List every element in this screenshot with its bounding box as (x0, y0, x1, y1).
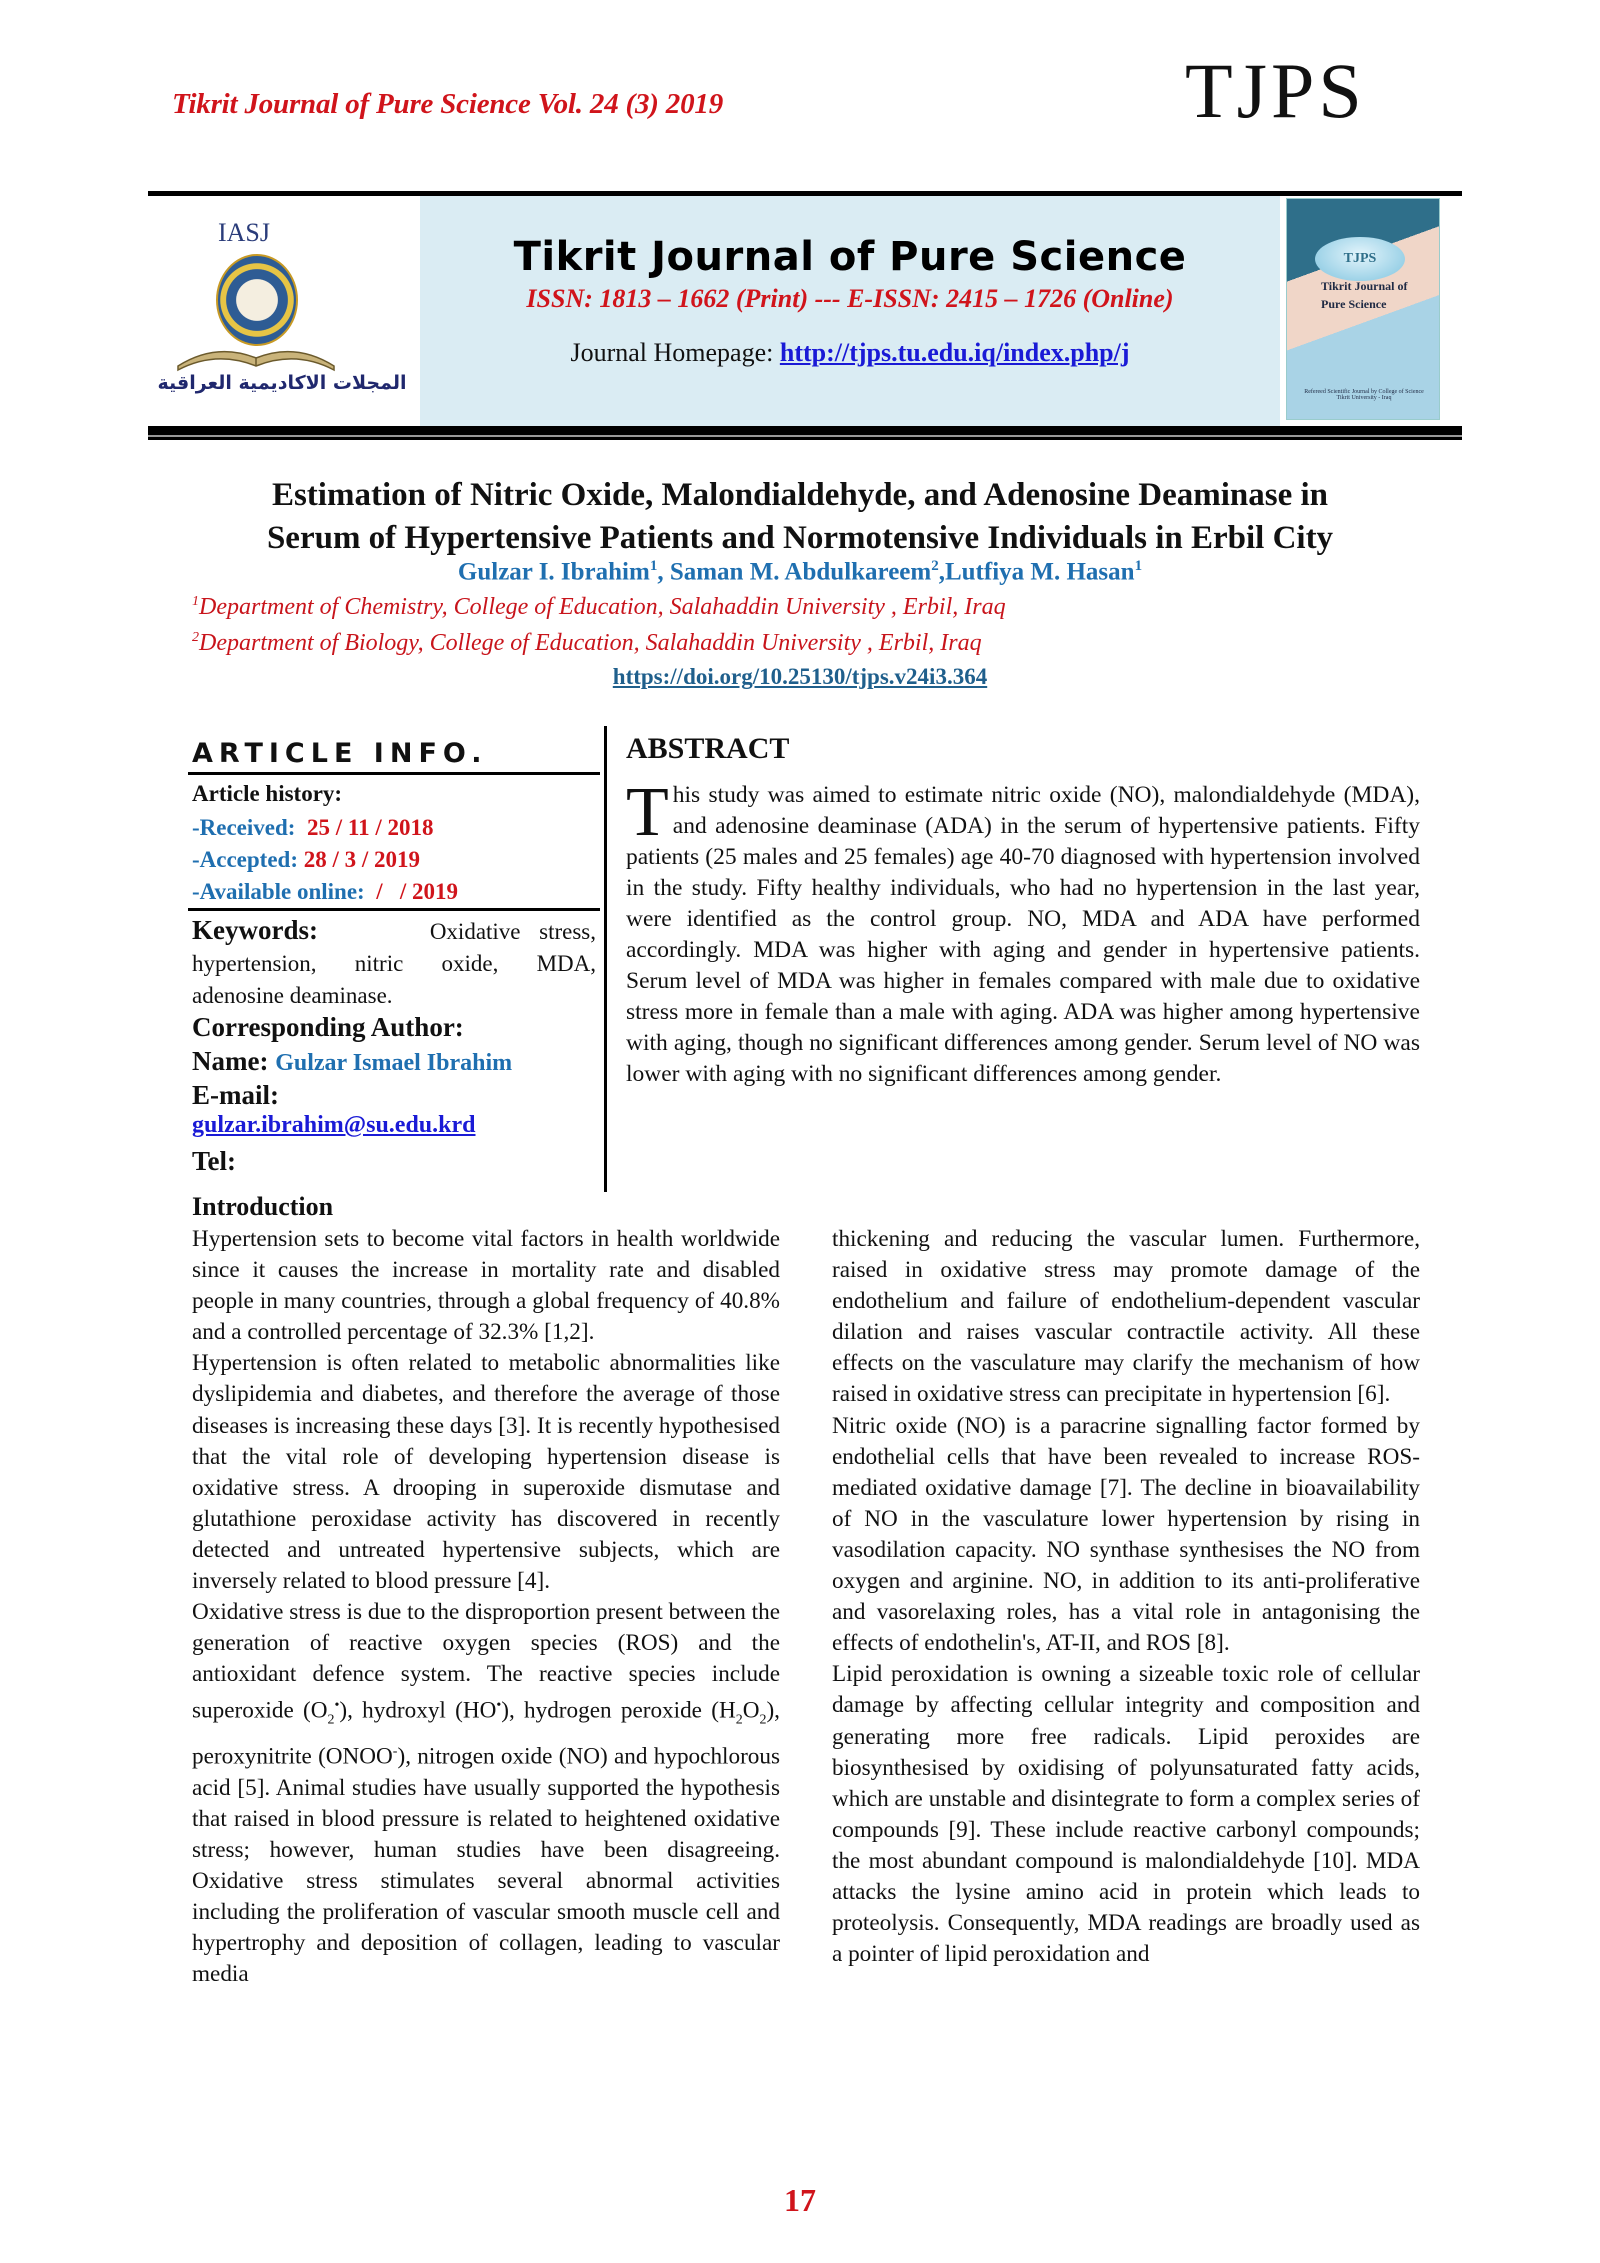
text-run: ), nitrogen oxide (NO) and hypochlorous acid [5]. Animal studies have usually supported the hypothesis that raised in blood pressure is related to heightened oxidative stress; however, human studies have been disagreeing. Oxidative stress stimulates several abnormal activities including the proliferation of vascular smooth muscle cell and hypertrophy and deposition of collagen, leading to vascular media (192, 1743, 781, 1988)
journal-banner (148, 196, 1462, 426)
corresponding-name (192, 1044, 512, 1080)
body-paragraph: thickening and reducing the vascular lumen. Furthermore, raised in oxidative stress may promote damage of the endothelium and failure of endothelium-dependent vascular dilation and raises vascular contractile activity. All these effects on the vasculature may clarify the mechanism of how raised in oxidative stress can precipitate in hypertension [6]. (832, 1226, 1420, 1408)
doi (140, 664, 1460, 690)
abstract-body (626, 774, 1420, 1090)
iasj-logo (148, 196, 420, 426)
affiliation-2 (192, 630, 982, 657)
author-name: Gulzar I. Ibrahim (457, 558, 650, 586)
text-run: ), hydrogen peroxide (H (501, 1698, 736, 1725)
author-separator: , (938, 558, 945, 586)
author-name: Lutfiya M. Hasan (944, 558, 1135, 586)
iasj-arabic-name: المجلات الاكاديمية العراقية (157, 372, 407, 394)
text-run: ), hydroxyl (HO (339, 1698, 497, 1725)
homepage-label: Journal Homepage: (570, 338, 780, 367)
accepted-label: -Accepted: (192, 847, 299, 872)
page-number: 17 (784, 2182, 816, 2218)
introduction-heading: Introduction (192, 1192, 334, 1221)
tel-label: Tel: (192, 1146, 237, 1176)
keywords-label: Keywords: (192, 915, 318, 945)
affiliation-mark: 1 (192, 594, 199, 609)
affiliation-mark: 2 (192, 630, 199, 645)
doi-link[interactable]: https://doi.org/10.25130/tjps.v24i3.364 (612, 664, 988, 689)
cover-title: Tikrit Journal of Pure Science (1321, 279, 1408, 311)
article-info-rule (188, 772, 600, 775)
abstract-heading: ABSTRACT (626, 732, 790, 765)
homepage-link[interactable]: http://tjps.tu.edu.iq/index.php/j (779, 338, 1130, 367)
keywords-value: Oxidative stress, hypertension, nitric oxide, MDA, adenosine deaminase. (192, 919, 597, 1008)
running-journal-issue: Tikrit Journal of Pure Science Vol. 24 (3) 2019 (172, 88, 724, 120)
open-book-icon (176, 336, 336, 372)
subscript: 2 (735, 1712, 743, 1728)
banner-bottom-rule (148, 426, 1462, 435)
name-value: Gulzar Ismael Ibrahim (275, 1050, 513, 1076)
superscript: • (334, 1698, 340, 1714)
author-name: Saman M. Abdulkareem (669, 558, 932, 586)
article-history-label: Article history: (192, 781, 343, 806)
banner-bottom-rule-thin (148, 437, 1462, 440)
accepted-date (192, 844, 420, 876)
superscript: • (496, 1698, 502, 1714)
affiliation-text: Department of Biology, College of Education, Salahaddin University , Erbil, Iraq (199, 630, 982, 656)
journal-homepage (420, 338, 1280, 368)
abstract-dropcap: T (626, 774, 669, 851)
title-line-2: Serum of Hypertensive Patients and Normotensive Individuals in Erbil City (266, 520, 1334, 556)
journal-cover-thumbnail (1280, 196, 1462, 426)
banner-center (420, 196, 1280, 426)
author-affil-mark: 2 (931, 558, 939, 574)
body-paragraph: Nitric oxide (NO) is a paracrine signalling factor formed by endothelial cells that have been revealed to increase ROS-mediated oxidative damage [7]. The decline in bioavailability of NO in the vasculature lower hypertension by rising in vasodilation capacity. NO synthase synthesises the NO from oxygen and arginine. NO, in addition to its anti-proliferative and vasorelaxing roles, has a vital role in antagonising the effects of endothelin's, AT-II, and ROS [8]. (832, 1412, 1420, 1657)
subscript: 2 (327, 1712, 335, 1728)
received-label: -Received: (192, 815, 296, 840)
body-column-left (192, 1224, 780, 1990)
available-online-date (192, 876, 458, 908)
text-run: O (742, 1698, 760, 1725)
available-label: -Available online: (192, 879, 365, 904)
author-affil-mark: 1 (1134, 558, 1143, 574)
abstract-text: his study was aimed to estimate nitric oxide (NO), malondialdehyde (MDA), and adenosine deaminase (ADA) in the serum of hypertensive patients. Fifty patients (25 males and 25 females) age 40-70 diagnosed with hypertension involved in the study. Fifty healthy individuals, who had no hypertension in the last year, were identified as the control group. NO, MDA and ADA have performed accordingly. MDA was higher with aging and gender in hypertensive patients. Serum level of MDA was higher in females compared with male due to oxidative stress more in female than a male with aging. ADA was higher among hypertensive with aging, though no significant differences among gender. Serum level of NO was lower with aging with no significant differences among gender. (626, 782, 1420, 1087)
issn-line: ISSN: 1813 – 1662 (Print) --- E-ISSN: 2415 – 1726 (Online) (526, 284, 1174, 313)
received-value: 25 / 11 / 2018 (306, 815, 434, 840)
iasj-acronym: IASJ (218, 218, 271, 247)
accepted-value: 28 / 3 / 2019 (303, 847, 421, 872)
title-line-1: Estimation of Nitric Oxide, Malondialdehyde, and Adenosine Deaminase in (271, 477, 1329, 513)
email (192, 1112, 476, 1139)
received-date (192, 812, 433, 844)
cover-badge: TJPS (1315, 237, 1405, 281)
article-info-rule-2 (188, 908, 600, 911)
author-affil-mark: 1 (649, 558, 658, 574)
cover-image (1286, 198, 1440, 420)
text-run: Oxidative stress is due to the disproportion present between the generation of reactive oxygen species (ROS) and the antioxidant defence system. The reactive species include superoxide (O (192, 1599, 780, 1725)
body-paragraph-ros (192, 1597, 780, 1990)
email-link[interactable]: gulzar.ibrahim@su.edu.krd (192, 1112, 476, 1138)
body-paragraph: Hypertension is often related to metabolic abnormalities like dyslipidemia and diabetes, and therefore the average of those diseases is increasing these days [3]. It is recently hypothesised that the vital role of developing hypertension disease is oxidative stress. A drooping in superoxide dismutase and glutathione peroxidase activity has discovered in recently detected and untreated hypertensive subjects, which are inversely related to blood pressure [4]. (192, 1350, 780, 1595)
article-info-heading: ARTICLE INFO. (192, 738, 488, 769)
text-run: ), peroxynitrite (ONOO (192, 1698, 780, 1770)
tjps-wordmark: TJPS (1185, 47, 1366, 134)
available-value: / / 2019 (376, 879, 458, 904)
body-paragraph: Hypertension sets to become vital factors in health worldwide since it causes the increase in mortality rate and disabled people in many countries, through a global frequency of 40.8% and a controlled percentage of 32.3% [1,2]. (192, 1226, 780, 1346)
author-list (140, 558, 1460, 586)
cover-footer: Refereed Scientific Journal by College of Science Tikrit University - Iraq (1304, 389, 1424, 401)
corresponding-author-label: Corresponding Author: (192, 1012, 464, 1042)
name-label: Name: (192, 1046, 269, 1076)
paper-title (140, 474, 1460, 560)
email-label: E-mail: (192, 1080, 279, 1110)
keywords (192, 914, 596, 1012)
body-column-right (832, 1224, 1420, 1970)
subscript: 2 (759, 1712, 767, 1728)
superscript: - (392, 1743, 398, 1759)
affiliation-1 (192, 594, 1006, 621)
body-paragraph: Lipid peroxidation is owning a sizeable toxic role of cellular damage by affecting cellular integrity and composition and generating more free radicals. Lipid peroxides are biosynthesised by oxidising of polyunsaturated fatty acids, which are unstable and disintegrate to form a complex series of compounds [9]. These include reactive carbonyl compounds; the most abundant compound is malondialdehyde [10]. MDA attacks the lysine amino acid in protein which leads to proteolysis. Consequently, MDA readings are broadly used as a pointer of lipid peroxidation and (832, 1661, 1420, 1968)
author-separator: , (657, 558, 670, 586)
affiliation-text: Department of Chemistry, College of Education, Salahaddin University , Erbil, Iraq (199, 594, 1006, 620)
column-divider (604, 726, 607, 1192)
iasj-emblem-icon (216, 254, 298, 346)
journal-name: Tikrit Journal of Pure Science (513, 234, 1187, 280)
